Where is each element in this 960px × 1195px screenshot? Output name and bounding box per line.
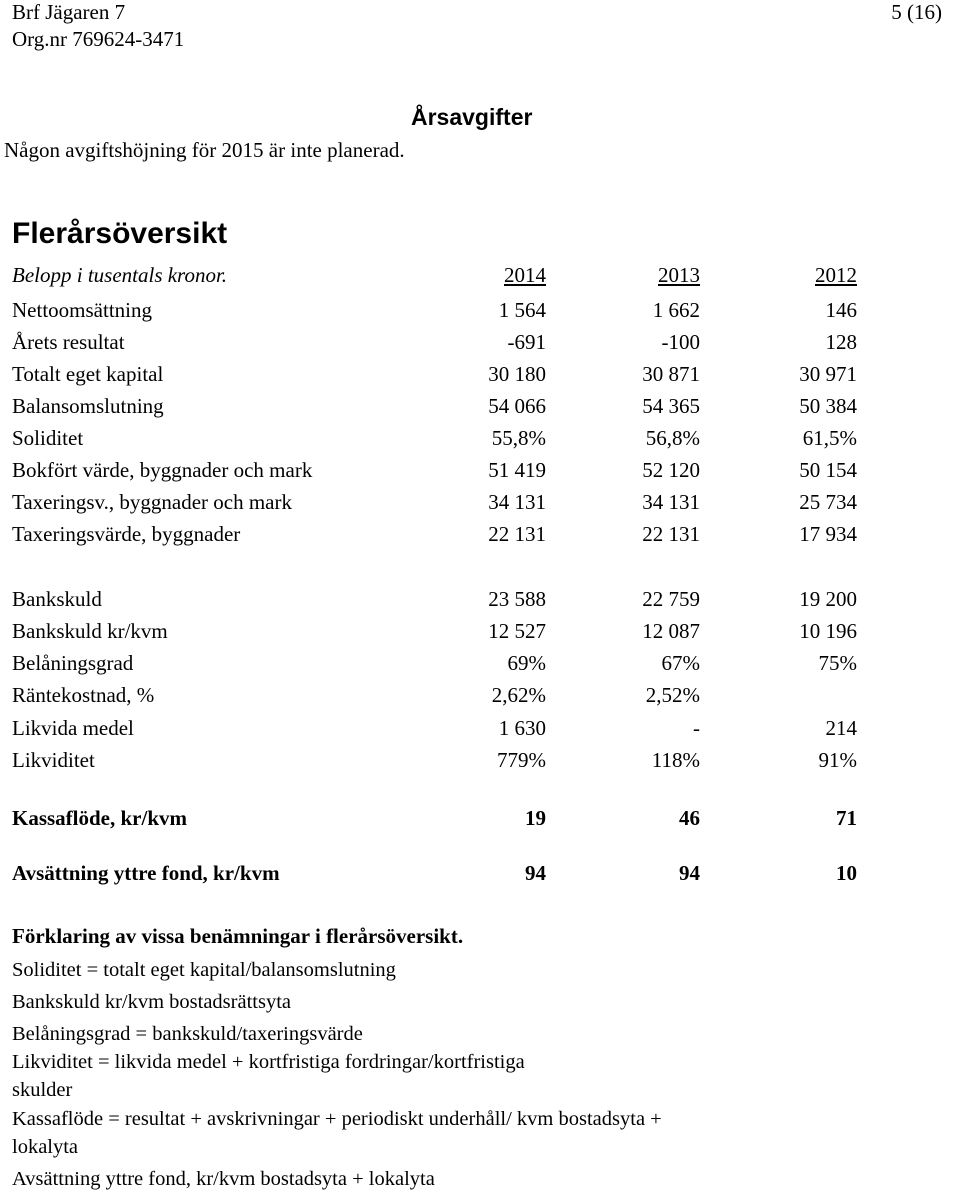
value-2013: 46 (679, 806, 700, 830)
flerars-title: Flerårsöversikt (12, 217, 228, 250)
row-label: Taxeringsvärde, byggnader (12, 522, 241, 546)
page-number: 5 (16) (891, 0, 942, 24)
table-row (0, 394, 960, 426)
value-2013: 1 662 (652, 298, 700, 322)
value-2013: 54 365 (642, 394, 700, 418)
row-label: Balansomslutning (12, 394, 164, 418)
explanation-line: Kassaflöde = resultat + avskrivningar + periodiskt underhåll/ kvm bostadsyta + (12, 1108, 662, 1130)
value-2012: 91% (818, 748, 857, 772)
explanation-line: Belåningsgrad = bankskuld/taxeringsvärde (12, 1023, 363, 1045)
explanation-title: Förklaring av vissa benämningar i flerårsöversikt. (12, 924, 464, 948)
value-2014: 94 (525, 861, 546, 885)
value-2012: 50 384 (799, 394, 857, 418)
value-2014: 30 180 (488, 362, 546, 386)
row-label: Årets resultat (12, 330, 125, 354)
value-2014: 1 564 (498, 298, 546, 322)
table-row (0, 426, 960, 458)
value-2014: 69% (507, 651, 546, 675)
explanation-line: lokalyta (12, 1136, 79, 1158)
row-label: Likviditet (12, 748, 95, 772)
year-2013-header: 2013 (658, 263, 700, 287)
value-2013: 22 759 (642, 587, 700, 611)
value-2013: - (693, 716, 700, 740)
value-2013: 2,52% (645, 683, 700, 707)
value-2012: 75% (818, 651, 857, 675)
explanation-line: Soliditet = totalt eget kapital/balansomslutning (12, 959, 396, 981)
table-row (0, 683, 960, 715)
value-2014: 19 (525, 806, 546, 830)
row-label: Avsättning yttre fond, kr/kvm (12, 861, 280, 885)
value-2012: 19 200 (799, 587, 857, 611)
org-number: Org.nr 769624-3471 (12, 27, 185, 51)
value-2012: 17 934 (799, 522, 857, 546)
year-2012-header: 2012 (815, 263, 857, 287)
table-row (0, 587, 960, 619)
row-label: Bankskuld (12, 587, 102, 611)
row-label: Nettoomsättning (12, 298, 152, 322)
row-label: Kassaflöde, kr/kvm (12, 806, 188, 830)
table-row (0, 490, 960, 522)
explanation-line: Avsättning yttre fond, kr/kvm bostadsyta + lokalyta (12, 1168, 435, 1190)
value-2014: -691 (507, 330, 546, 354)
row-label: Taxeringsv., byggnader och mark (12, 490, 292, 514)
value-2013: 22 131 (642, 522, 700, 546)
value-2013: 56,8% (645, 426, 700, 450)
value-2014: 23 588 (488, 587, 546, 611)
value-2014: 2,62% (491, 683, 546, 707)
table-row (0, 458, 960, 490)
row-label: Likvida medel (12, 716, 134, 740)
table-row (0, 861, 960, 893)
arsavgifter-text: Någon avgiftshöjning för 2015 är inte planerad. (4, 138, 405, 162)
company-name: Brf Jägaren 7 (12, 0, 126, 24)
table-row (0, 362, 960, 394)
row-label: Totalt eget kapital (12, 362, 164, 386)
table-row (0, 748, 960, 780)
year-2014-header: 2014 (504, 263, 546, 287)
value-2014: 12 527 (488, 619, 546, 643)
arsavgifter-title: Årsavgifter (411, 104, 533, 130)
value-2012: 25 734 (799, 490, 857, 514)
value-2013: 94 (679, 861, 700, 885)
value-2012: 128 (825, 330, 857, 354)
value-2012: 30 971 (799, 362, 857, 386)
value-2012: 146 (825, 298, 857, 322)
row-label: Belåningsgrad (12, 651, 134, 675)
table-row (0, 298, 960, 330)
table-row (0, 716, 960, 748)
explanation-line: Likviditet = likvida medel + kortfristiga fordringar/kortfristiga (12, 1051, 525, 1073)
amount-unit-note: Belopp i tusentals kronor. (12, 263, 228, 287)
value-2012: 10 (836, 861, 857, 885)
value-2014: 54 066 (488, 394, 546, 418)
value-2012: 71 (836, 806, 857, 830)
table-row (0, 651, 960, 683)
value-2014: 51 419 (488, 458, 546, 482)
value-2013: 52 120 (642, 458, 700, 482)
value-2012: 50 154 (799, 458, 857, 482)
table-row (0, 330, 960, 362)
value-2013: -100 (661, 330, 700, 354)
value-2012: 214 (825, 716, 857, 740)
table-header-row (0, 263, 960, 295)
value-2014: 779% (497, 748, 546, 772)
value-2013: 118% (651, 748, 700, 772)
table-row (0, 806, 960, 838)
value-2014: 34 131 (488, 490, 546, 514)
explanation-line: skulder (12, 1079, 73, 1101)
value-2012: 61,5% (802, 426, 857, 450)
value-2014: 1 630 (498, 716, 546, 740)
explanation-line: Bankskuld kr/kvm bostadsrättsyta (12, 991, 292, 1013)
value-2014: 55,8% (491, 426, 546, 450)
value-2013: 34 131 (642, 490, 700, 514)
row-label: Bankskuld kr/kvm (12, 619, 168, 643)
value-2013: 67% (661, 651, 700, 675)
row-label: Räntekostnad, % (12, 683, 155, 707)
row-label: Soliditet (12, 426, 84, 450)
value-2012: 10 196 (799, 619, 857, 643)
value-2014: 22 131 (488, 522, 546, 546)
table-row (0, 619, 960, 651)
value-2013: 30 871 (642, 362, 700, 386)
table-row (0, 522, 960, 554)
row-label: Bokfört värde, byggnader och mark (12, 458, 313, 482)
value-2013: 12 087 (642, 619, 700, 643)
